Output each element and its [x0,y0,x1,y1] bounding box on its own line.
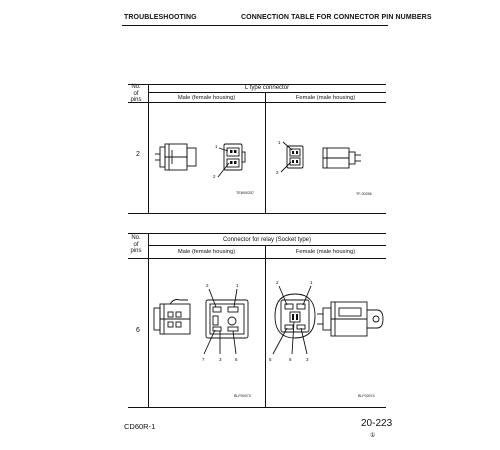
callout-2: 2 [276,280,279,285]
table2-title-rule [148,245,386,246]
callout-7: 7 [202,357,205,362]
table2-male-figure-code: BLP00073 [234,394,251,398]
pins-header-line: No. [131,84,141,90]
table1-pin-count: 2 [136,151,140,158]
callout-6: 6 [235,357,238,362]
page-heading: CONNECTION TABLE FOR CONNECTOR PIN NUMBERS [241,14,432,21]
table2-male-label: Male (female housing) [177,249,236,255]
l-type-female-connector-drawing [265,102,386,213]
callout-2: 2 [276,170,279,175]
pins-header-line: No. [131,235,141,241]
callout-3: 3 [306,357,309,362]
table2-pin-count: 6 [136,327,140,334]
callout-1: 1 [310,280,313,285]
table1-male-figure-code: TEW00257 [236,191,254,195]
table1-bottom-rule [128,213,386,214]
pins-header-line: pins [130,97,142,103]
l-type-male-connector-drawing [148,102,265,213]
callout-6: 6 [289,357,292,362]
table2-title: Connector for relay (Socket type) [222,237,312,243]
relay-male-socket-drawing [148,258,265,407]
table1-pins-header [127,84,145,104]
callout-5: 5 [269,357,272,362]
table2-top-rule [128,233,386,234]
callout-2: 2 [213,174,216,179]
callout-1: 1 [215,144,218,149]
header-rule [122,25,388,26]
table1-title: L type connector [244,85,290,91]
table1-female-label: Female (male housing) [295,94,356,101]
table2-female-label: Female (male housing) [295,249,356,255]
pins-header-line: of [133,241,139,248]
relay-female-plug-drawing [265,258,386,407]
callout-1: 1 [236,283,239,288]
section-title: TROUBLESHOOTING [124,14,197,21]
callout-3: 3 [219,357,222,362]
table1-female-figure-code: TF-00256 [356,192,372,196]
table2-female-figure-code: BLF00074 [358,394,375,398]
callout-1: 1 [278,140,281,145]
revision-mark: ① [370,433,376,439]
table2-bottom-rule [128,407,386,408]
pins-header-line: pins [130,248,142,254]
pins-header-line: of [133,90,139,97]
model-code: CD60R-1 [124,422,156,431]
table1-male-label: Male (female housing) [177,94,236,101]
page-number: 20-223 [361,418,393,429]
table2-pins-header [127,235,145,255]
callout-2: 2 [206,283,209,288]
table1-title-rule [148,92,386,93]
